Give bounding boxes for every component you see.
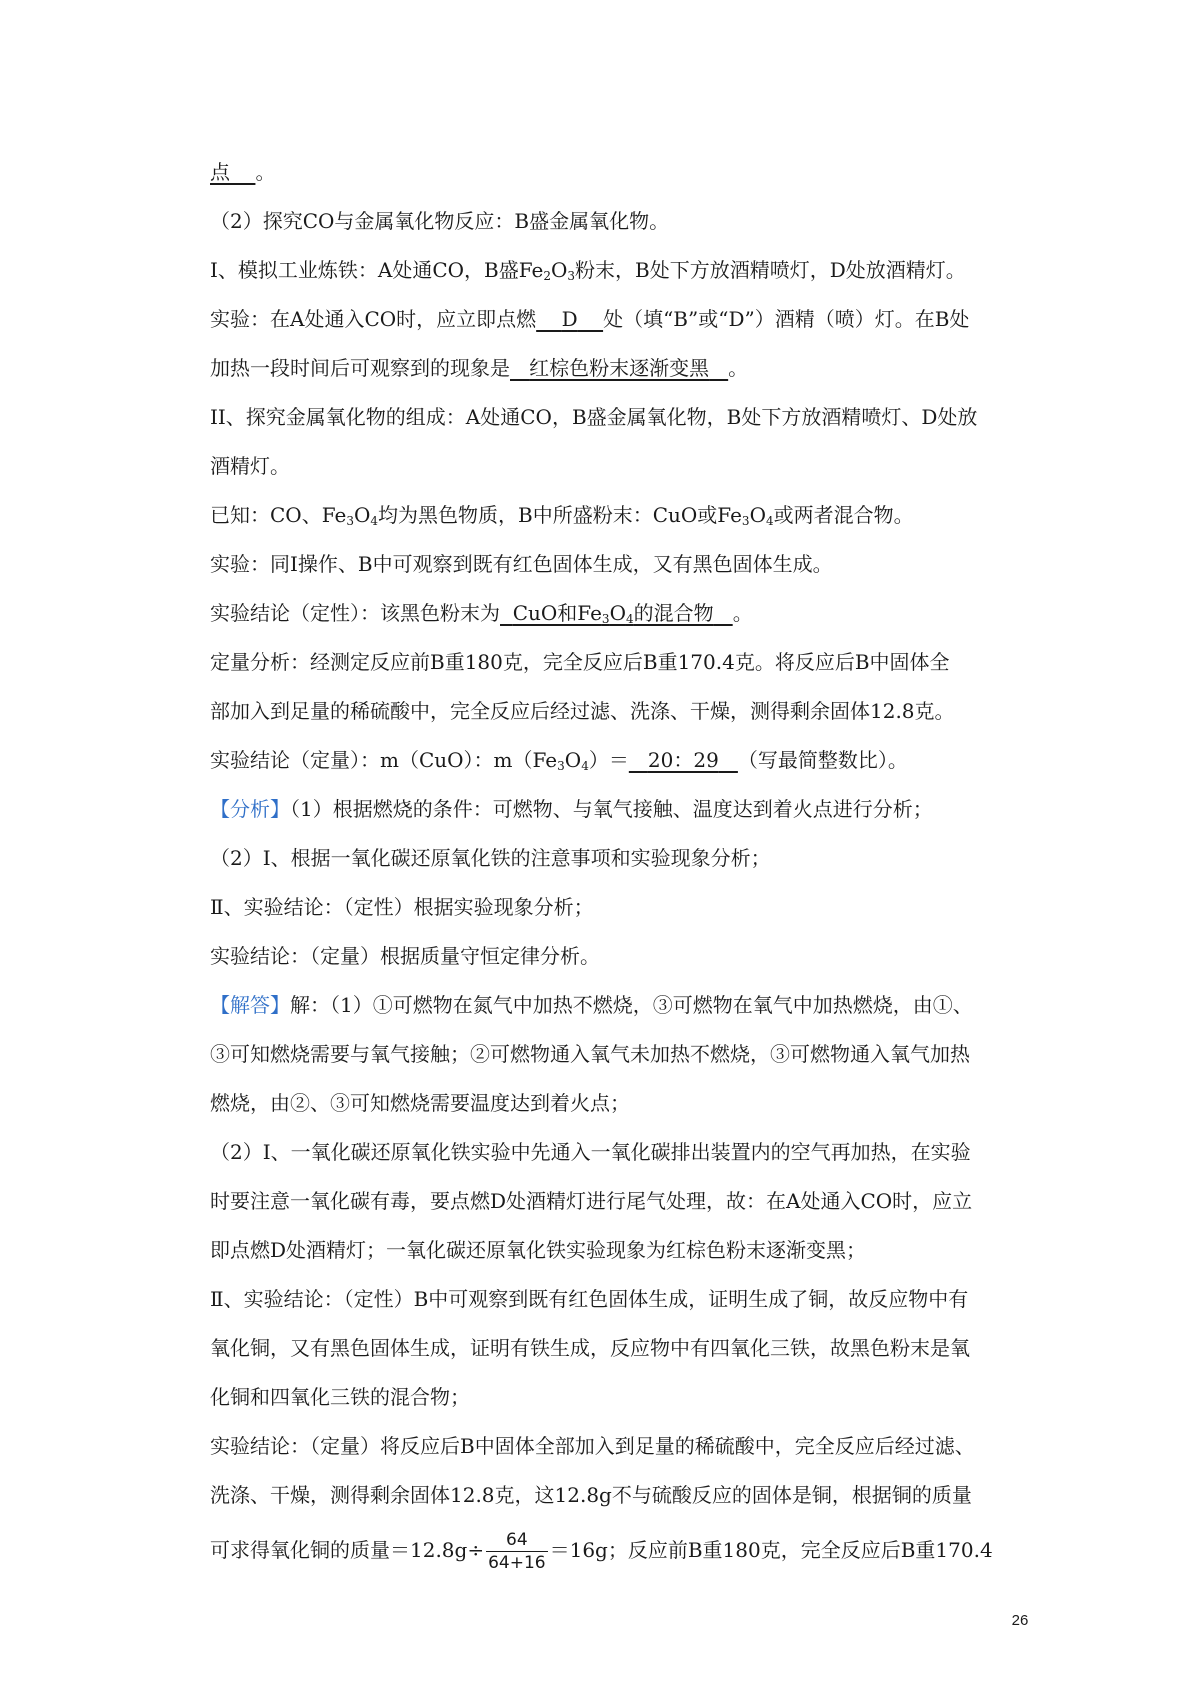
answer-blank: 红棕色粉末逐渐变黑 <box>529 356 710 380</box>
text-line-23: 即点燃D处酒精灯；一氧化碳还原氧化铁实验现象为红棕色粉末逐渐变黑； <box>210 1238 867 1262</box>
text-line-7: 酒精灯。 <box>210 454 290 478</box>
text-line-4: 实验：在A处通入CO时，应立即点燃 D 处（填“B”或“D”）酒精（喷）灯。在B处 <box>210 307 970 331</box>
fraction <box>486 1529 548 1574</box>
analysis-tag: 【分析】 <box>210 797 290 821</box>
text-line-14: 【分析】（1）根据燃烧的条件：可燃物、与氧气接触、温度达到着火点进行分析； <box>210 797 933 821</box>
text-line-22: 时要注意一氧化碳有毒，要点燃D处酒精灯进行尾气处理，故：在A处通入CO时，应立 <box>210 1189 973 1213</box>
document-body <box>210 148 1030 1580</box>
text-line-24: Ⅱ、实验结论：（定性）B中可观察到既有红色固体生成，证明生成了铜，故反应物中有 <box>210 1287 969 1311</box>
text-line-19: ③可知燃烧需要与氧气接触；②可燃物通入氧气未加热不燃烧，③可燃物通入氧气加热 <box>210 1042 970 1066</box>
text-line-15: （2）Ⅰ、根据一氧化碳还原氧化铁的注意事项和实验现象分析； <box>210 846 771 870</box>
text-line-12: 部加入到足量的稀硫酸中，完全反应后经过滤、洗涤、干燥，测得剩余固体12.8克。 <box>210 699 955 723</box>
text-line-20: 燃烧，由②、③可知燃烧需要温度达到着火点； <box>210 1091 630 1115</box>
text-line-2: （2）探究CO与金属氧化物反应：B盛金属氧化物。 <box>210 209 670 233</box>
page-number: 26 <box>1011 1612 1029 1629</box>
text-line-28: 洗涤、干燥，测得剩余固体12.8克，这12.8g不与硫酸反应的固体是铜，根据铜的质量 <box>210 1483 972 1507</box>
text-line-25: 氧化铜，又有黑色固体生成，证明有铁生成，反应物中有四氧化三铁，故黑色粉末是氧 <box>210 1336 970 1360</box>
answer-blank: 20：29 <box>647 748 719 772</box>
text-line-8: 已知：CO、$Fe_3O_4$均为黑色物质，B中所盛粉末：CuO或$Fe_3O_4$或两者混合物。 <box>210 503 914 528</box>
answer-blank: D <box>561 307 578 331</box>
text-line-29: 可求得氧化铜的质量＝12.8g÷ $\frac{64}{64+16}$ ＝16g；反应前B重180克，完全反应后B重170.4 <box>210 1530 993 1573</box>
fraction-numerator: 64 <box>506 1530 528 1550</box>
text-line-16: Ⅱ、实验结论：（定性）根据实验现象分析； <box>210 895 594 919</box>
text-line-1: 点 。 <box>210 160 276 184</box>
text-line-26: 化铜和四氧化三铁的混合物； <box>210 1385 470 1409</box>
text-line-27: 实验结论：（定量）将反应后B中固体全部加入到足量的稀硫酸中，完全反应后经过滤、 <box>210 1434 975 1458</box>
fraction-denominator: 64+16 <box>488 1553 546 1573</box>
text-line-11: 定量分析：经测定反应前B重180克，完全反应后B重170.4克。将反应后B中固体全 <box>210 650 950 674</box>
text-line-13: 实验结论（定量）：m（CuO）：$m(Fe_3O_4)=$ 20：29 （写最简整数比）。 <box>210 748 908 773</box>
text-line-9: 实验：同I操作、B中可观察到既有红色固体生成，又有黑色固体生成。 <box>210 552 833 576</box>
text-line-10: 实验结论（定性）：该黑色粉末为 CuO和$Fe_3O_4$的混合物 。 <box>210 601 753 626</box>
text-line-6: II、探究金属氧化物的组成：A处通CO，B盛金属氧化物，B处下方放酒精喷灯、D处放 <box>210 405 978 429</box>
text-line-3: I、模拟工业炼铁：A处通CO，B盛$Fe_2O_3$粉末，B处下方放酒精喷灯，D处放酒精灯。 <box>210 258 966 283</box>
text-line-5: 加热一段时间后可观察到的现象是 红棕色粉末逐渐变黑 。 <box>210 356 749 380</box>
answer-blank: 点 <box>210 160 230 184</box>
text-line-18: 【解答】解：（1）①可燃物在氮气中加热不燃烧，③可燃物在氧气中加热燃烧，由①、 <box>210 993 973 1017</box>
text-line-21: （2）Ⅰ、一氧化碳还原氧化铁实验中先通入一氧化碳排出装置内的空气再加热，在实验 <box>210 1140 971 1164</box>
answer-blank: CuO和$Fe_3O_4$的混合物 <box>512 601 714 626</box>
solution-tag: 【解答】 <box>210 993 290 1017</box>
text-line-17: 实验结论：（定量）根据质量守恒定律分析。 <box>210 944 600 968</box>
